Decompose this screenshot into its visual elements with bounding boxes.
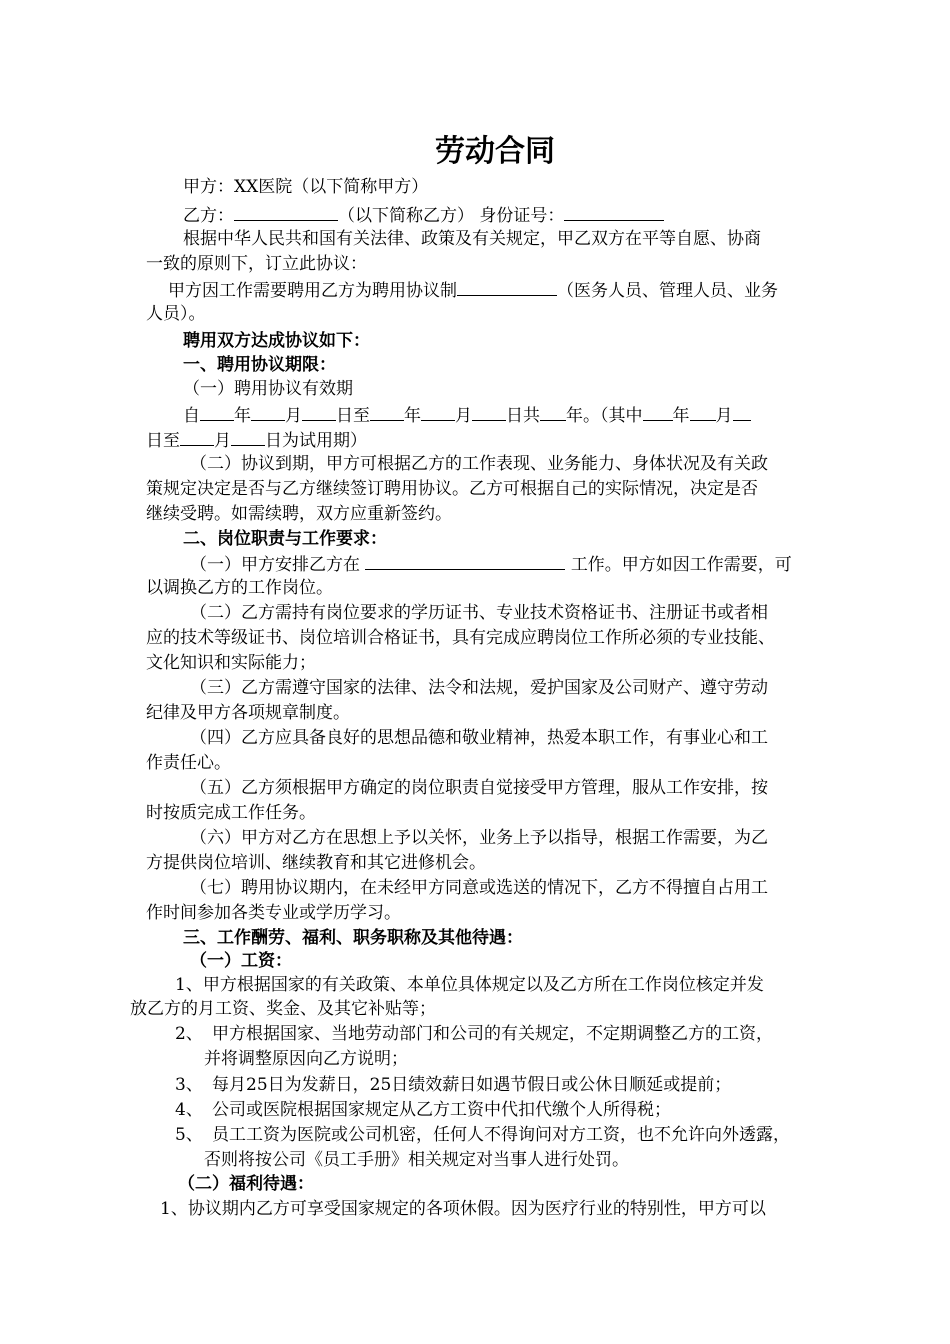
paragraph-line: 以调换乙方的工作岗位。	[146, 578, 333, 598]
subsection-heading: （一）工资：	[190, 951, 292, 971]
paragraph-line: 一致的原则下，订立此协议：	[146, 254, 367, 274]
section-heading: 二、岗位职责与工作要求：	[183, 529, 387, 549]
paragraph-line: （三）乙方需遵守国家的法律、法令和法规，爱护国家及公司财产、遵守劳动	[190, 678, 768, 698]
paragraph-line: 作时间参加各类专业或学历学习。	[146, 903, 401, 923]
party-b-name-blank	[234, 203, 338, 221]
paragraph-line: 方提供岗位培训、继续教育和其它进修机会。	[146, 853, 486, 873]
paragraph-line: 1、协议期内乙方可享受国家规定的各项休假。因为医疗行业的特别性，甲方可以	[160, 1199, 766, 1219]
paragraph-line: 甲方因工作需要聘用乙方为聘用协议制 （医务人员、管理人员、业务	[168, 278, 778, 302]
paragraph-line: 应的技术等级证书、岗位培训合格证书，具有完成应聘岗位工作所必须的专业技能、	[146, 628, 775, 648]
paragraph-line: 继续受聘。如需续聘，双方应重新签约。	[146, 504, 452, 524]
paragraph-line: （四）乙方应具备良好的思想品德和敬业精神，热爱本职工作，有事业心和工	[190, 728, 768, 748]
contract-type-blank	[457, 278, 557, 296]
list-item-text: 每月25日为发薪日，25日绩效薪日如遇节假日或公休日顺延或提前；	[212, 1075, 732, 1095]
paragraph-line: （五）乙方须根据甲方确定的岗位职责自觉接受甲方管理，服从工作安排，按	[190, 778, 768, 798]
list-item-number: 2、	[175, 1024, 203, 1044]
list-item-number: 5、	[175, 1125, 203, 1145]
document-title: 劳动合同	[435, 134, 555, 169]
party-a-line: 甲方：XX医院（以下简称甲方）	[183, 177, 429, 197]
paragraph-line: 放乙方的月工资、奖金、及其它补贴等；	[130, 999, 436, 1019]
position-blank	[365, 552, 565, 570]
list-item-text: 甲方根据国家、当地劳动部门和公司的有关规定，不定期调整乙方的工资，	[212, 1024, 773, 1044]
paragraph-line: 作责任心。	[146, 753, 231, 773]
list-item-text: 员工工资为医院或公司机密，任何人不得询问对方工资，也不允许向外透露，	[212, 1125, 790, 1145]
section-heading: 三、工作酬劳、福利、职务职称及其他待遇：	[183, 928, 523, 948]
paragraph-line: 纪律及甲方各项规章制度。	[146, 703, 350, 723]
paragraph-line: 时按质完成工作任务。	[146, 803, 316, 823]
paragraph-line: 根据中华人民共和国有关法律、政策及有关规定，甲乙双方在平等自愿、协商	[183, 229, 761, 249]
list-item-number: 3、	[175, 1075, 203, 1095]
paragraph-line: （七）聘用协议期内，在未经甲方同意或选送的情况下，乙方不得擅自占用工	[190, 878, 768, 898]
probation-line: 日至 月 日为试用期）	[146, 428, 367, 452]
id-number-blank	[564, 203, 664, 221]
subsection-heading: （二）福利待遇：	[178, 1174, 314, 1194]
paragraph-line: 策规定决定是否与乙方继续签订聘用协议。乙方可根据自己的实际情况，决定是否	[146, 479, 758, 499]
paragraph-line: 1、甲方根据国家的有关政策、本单位具体规定以及乙方所在工作岗位核定并发	[175, 975, 764, 995]
paragraph-line: （二）乙方需持有岗位要求的学历证书、专业技术资格证书、注册证书或者相	[190, 603, 768, 623]
list-item-text: 并将调整原因向乙方说明；	[204, 1049, 408, 1069]
paragraph-line: （二）协议到期，甲方可根据乙方的工作表现、业务能力、身体状况及有关政	[190, 454, 768, 474]
list-item-text: 公司或医院根据国家规定从乙方工资中代扣代缴个人所得税；	[212, 1100, 671, 1120]
section-heading: 聘用双方达成协议如下：	[183, 331, 370, 351]
paragraph-line: 人员）。	[146, 304, 206, 324]
list-item-number: 4、	[175, 1100, 203, 1120]
paragraph-line: （一）甲方安排乙方在 工作。甲方如因工作需要，可	[190, 552, 792, 576]
list-item-text: 否则将按公司《员工手册》相关规定对当事人进行处罚。	[204, 1150, 629, 1170]
term-dates-line: 自 年 月 日至 年 月 日共 年。（其中 年 月	[183, 403, 751, 427]
paragraph-line: 文化知识和实际能力；	[146, 653, 316, 673]
section-heading: 一、聘用协议期限：	[183, 355, 336, 375]
paragraph-line: （六）甲方对乙方在思想上予以关怀，业务上予以指导，根据工作需要，为乙	[190, 828, 768, 848]
party-b-line: 乙方： （以下简称乙方） 身份证号：	[183, 203, 664, 227]
paragraph-line: （一）聘用协议有效期	[183, 379, 353, 399]
